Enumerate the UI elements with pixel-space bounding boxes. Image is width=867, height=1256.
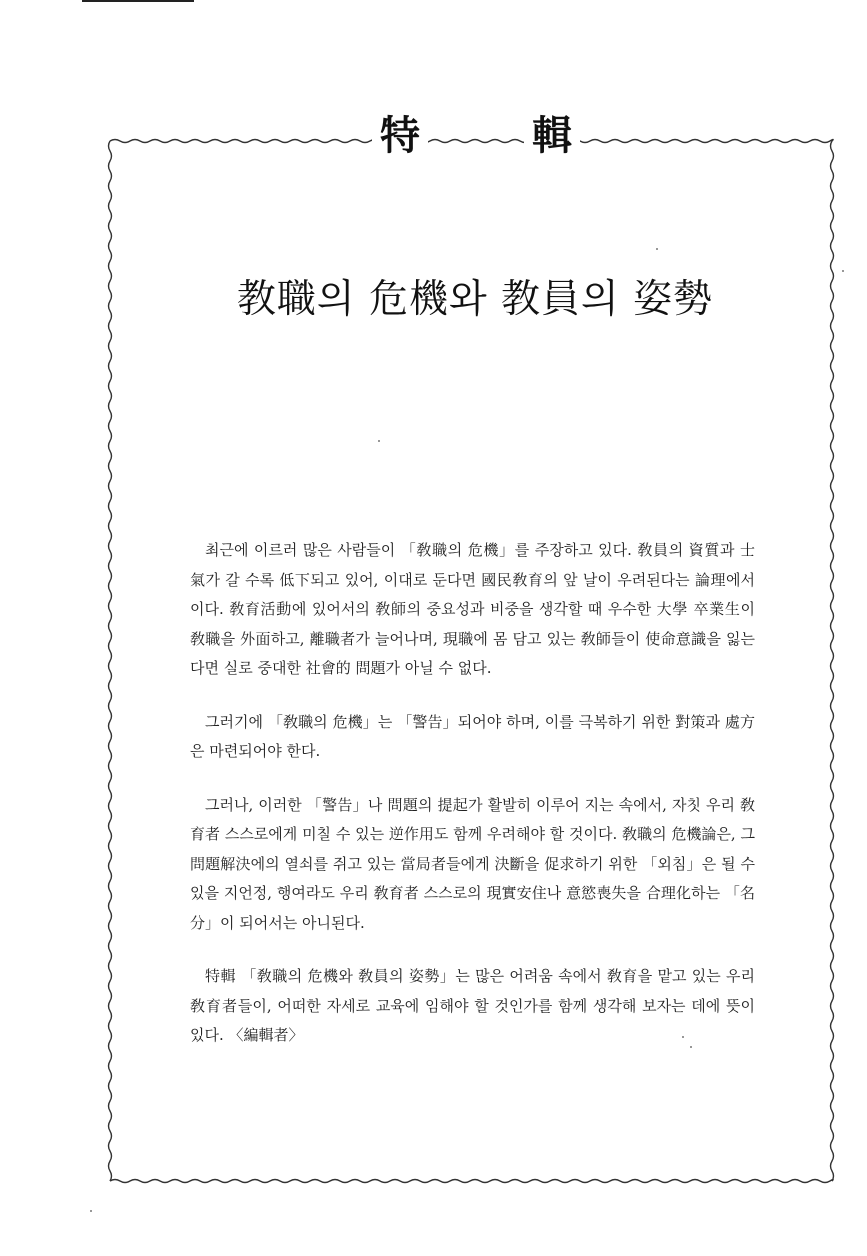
paper-speck [842,270,844,272]
border-wave [110,1180,833,1183]
paper-speck [378,440,380,442]
editorial-body [190,536,755,1075]
paper-speck [682,1036,684,1038]
paragraph-2: 그러기에 「敎職의 危機」는 「警告」되어야 하며, 이를 극복하기 위한 對策과 處方은 마련되어야 한다. [190,712,755,760]
article-title: 教職의 危機와 教員의 姿勢 [236,277,714,322]
paper-speck [90,1210,92,1212]
header-special-char-1: 特 [372,112,428,160]
paper-speck [656,248,658,250]
border-wave [831,141,834,1181]
paragraph-4: 特輯 「敎職의 危機와 敎員의 姿勢」는 많은 어려움 속에서 敎育을 맡고 있는 우리 敎育者들이, 어떠한 자세로 교육에 임해야 할 것인가를 함께 생각해 보자는 데에 뜻이 있다. 〈編輯者〉 [190,967,755,1044]
paragraph-3: 그러나, 이러한 「警告」나 問題의 提起가 활발히 이루어 지는 속에서, 자칫 우리 敎育者 스스로에게 미칠 수 있는 逆作用도 함께 우려해야 할 것이다. 敎職의 危機論은, 그 問題解決에의 열쇠를 쥐고 있는 當局者들에게 決斷을 促求하기 위한 「외침」은 될 수 있을 지언정, 행여라도 우리 敎育者 스스로의 現實安住나 意慾喪失을 合理化하는 「名分」이 되어서는 아니된다. [190,795,755,932]
border-wave [109,141,112,1181]
header-special-char-2: 輯 [524,112,580,160]
border-wave [110,140,833,143]
top-rule [82,0,194,2]
paragraph-1: 최근에 이르러 많은 사람들이 「敎職의 危機」를 주장하고 있다. 敎員의 資質과 士氣가 갈 수록 低下되고 있어, 이대로 둔다면 國民敎育의 앞 날이 우려된다는 論理에서 이다. 敎育活動에 있어서의 敎師의 중요성과 비중을 생각할 때 우수한 大學 卒業生이 敎職을 外面하고, 離職者가 늘어나며, 現職에 몸 담고 있는 敎師들이 使命意識을 잃는다면 실로 중대한 社會的 問題가 아닐 수 없다. [190,541,755,677]
paper-speck [690,1046,692,1048]
